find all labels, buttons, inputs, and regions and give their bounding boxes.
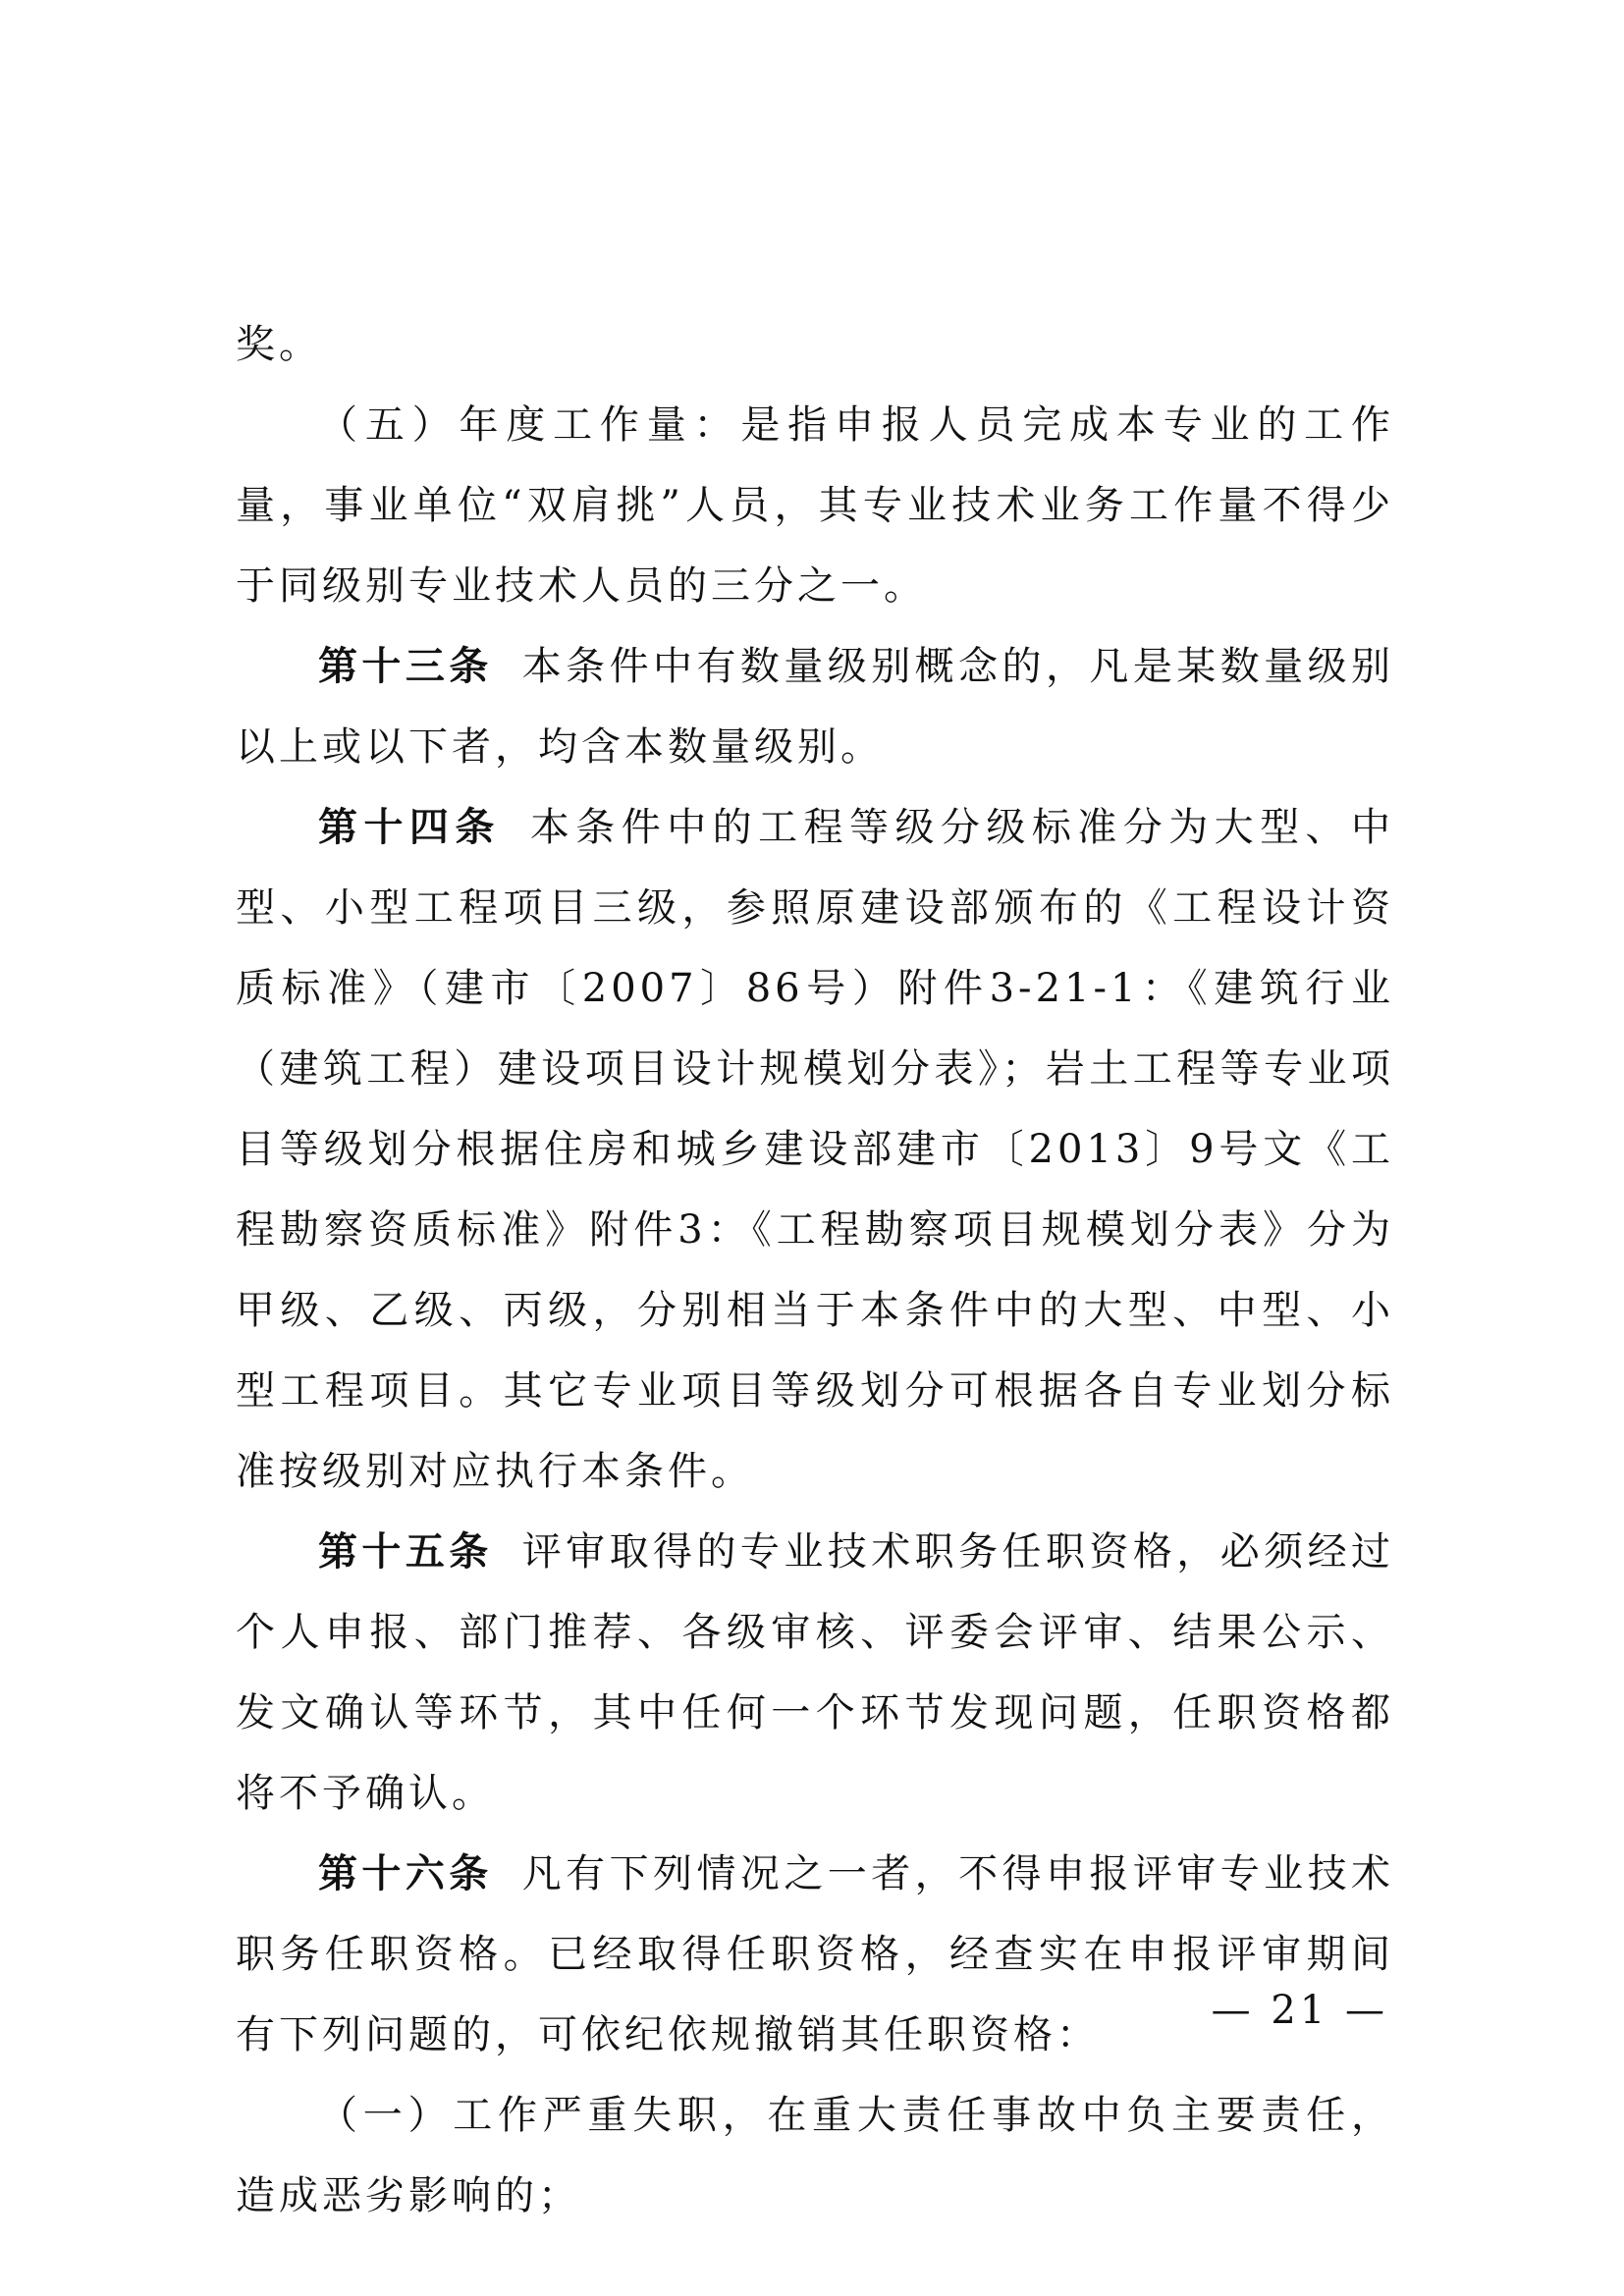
article-heading: 第十四条 [318,804,501,850]
paragraph-text: 本条件中的工程等级分级标准分为大型、中型、小型工程项目三级，参照原建设部颁布的《工程设计资质标准》（建市〔2007〕86号）附件3-21-1：《建筑行业（建筑工程）建设项目设计规模划分表》；岩土工程等专业项目等级划分根据住房和城乡建设部建市〔2013〕9号文《工程勘察资质标准》附件3：《工程勘察项目规模划分表》分为甲级、乙级、丙级，分别相当于本条件中的大型、中型、小型工程项目。其它专业项目等级划分可根据各自专业划分标准按级别对应执行本条件。 [236,805,1395,1494]
paragraph-item-1 [236,2075,1394,2236]
article-heading: 第十六条 [318,1850,493,1896]
paragraph-article-14 [236,787,1394,1512]
paragraph-continuation [236,304,1394,385]
paragraph-text: （一）工作严重失职，在重大责任事故中负主要责任，造成恶劣影响的； [236,2093,1394,2218]
paragraph-text: 奖。 [236,322,322,367]
paragraph-article-15 [236,1512,1394,1834]
document-body [236,304,1394,2236]
page-number: — 21 — [1211,1988,1388,2033]
article-heading: 第十三条 [318,643,493,689]
paragraph-annual-workload [236,385,1394,626]
paragraph-text: 本条件中有数量级别概念的，凡是某数量级别以上或以下者，均含本数量级别。 [236,644,1395,770]
article-heading: 第十五条 [318,1528,493,1575]
paragraph-text: （五）年度工作量：是指申报人员完成本专业的工作量，事业单位“双肩挑”人员，其专业技术业务工作量不得少于同级别专业技术人员的三分之一。 [236,402,1394,609]
paragraph-text: 凡有下列情况之一者，不得申报评审专业技术职务任职资格。已经取得任职资格，经查实在申报评审期间有下列问题的，可依纪依规撤销其任职资格： [236,1851,1395,2057]
paragraph-article-16 [236,1834,1394,2075]
paragraph-text: 评审取得的专业技术职务任职资格，必须经过个人申报、部门推荐、各级审核、评委会评审、结果公示、发文确认等环节，其中任何一个环节发现问题，任职资格都将不予确认。 [236,1529,1395,1816]
paragraph-article-13 [236,626,1394,787]
